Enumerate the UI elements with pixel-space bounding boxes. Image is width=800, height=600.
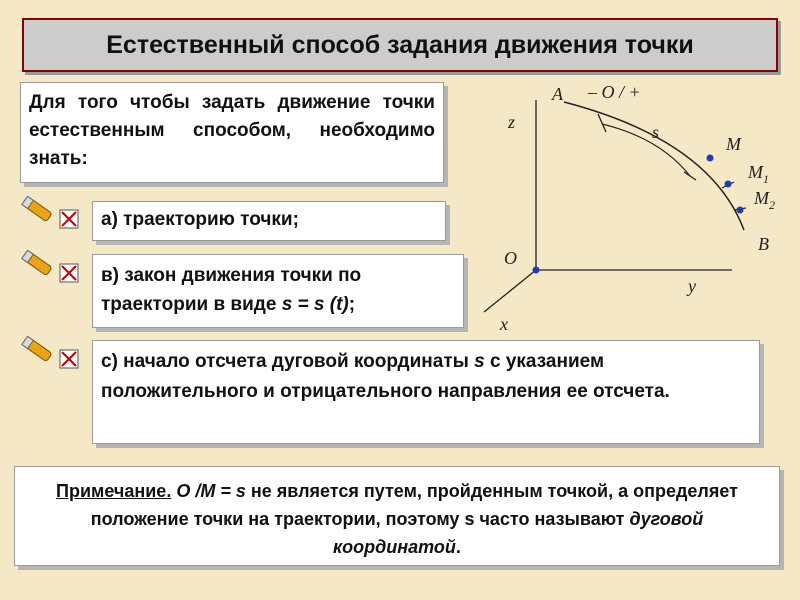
label-m1 — [747, 162, 769, 186]
label-o: O — [504, 248, 517, 268]
item-c-suffix: с указанием положительного и отрицательного направления ее отсчета. — [101, 351, 670, 402]
note-formula: O /M = s — [171, 481, 246, 501]
label-m2-sub: 2 — [769, 198, 775, 212]
pencil-check-icon — [20, 336, 90, 376]
pencil-check-icon — [20, 250, 90, 290]
point-m1 — [725, 181, 732, 188]
pencil-check-icon — [20, 196, 90, 236]
intro-box — [20, 82, 444, 183]
note-end: . — [455, 537, 461, 557]
item-b-suffix: ; — [348, 294, 356, 315]
item-c-prefix: с) начало отсчета дуговой координаты — [101, 351, 475, 372]
item-b-box — [92, 254, 464, 328]
note-label: Примечание. — [56, 481, 172, 501]
point-o — [533, 267, 540, 274]
item-c-box — [92, 340, 760, 444]
label-s: s — [652, 122, 660, 142]
item-a-text: а) траекторию точки; — [101, 209, 299, 230]
label-m2 — [753, 188, 775, 212]
note-text: не является путем, пройденным точкой, а определяет положение точки на траектории, поэтому s часто называют — [90, 481, 738, 529]
label-m2-main: M — [754, 188, 769, 208]
item-b-prefix: в) закон движения точки по траектории в виде — [101, 265, 362, 315]
label-x: x — [500, 314, 508, 334]
label-b: B — [758, 234, 769, 254]
origin-tick — [598, 114, 606, 132]
label-o-prime: – O / + — [588, 82, 641, 102]
label-y: y — [688, 276, 696, 296]
x-axis — [484, 270, 536, 312]
trajectory-diagram — [470, 80, 790, 340]
note-box — [14, 466, 780, 566]
label-m1-sub: 1 — [763, 172, 769, 186]
slide-title-text: Естественный способ задания движения точки — [106, 30, 694, 59]
item-c-var: s — [474, 351, 485, 372]
point-m2 — [737, 207, 744, 214]
point-m — [707, 155, 714, 162]
slide-title — [22, 18, 778, 72]
item-a-box — [92, 201, 446, 241]
s-tick — [684, 172, 696, 180]
label-m1-main: M — [748, 162, 763, 182]
label-a: A — [552, 84, 563, 104]
label-m: M — [726, 134, 741, 154]
item-b-formula: s = s (t) — [281, 294, 349, 315]
intro-text: Для того чтобы задать движение точки естественным способом, необходимо знать: — [29, 92, 435, 169]
note-italic: дуговой координатой — [333, 509, 704, 557]
label-z: z — [508, 112, 516, 132]
